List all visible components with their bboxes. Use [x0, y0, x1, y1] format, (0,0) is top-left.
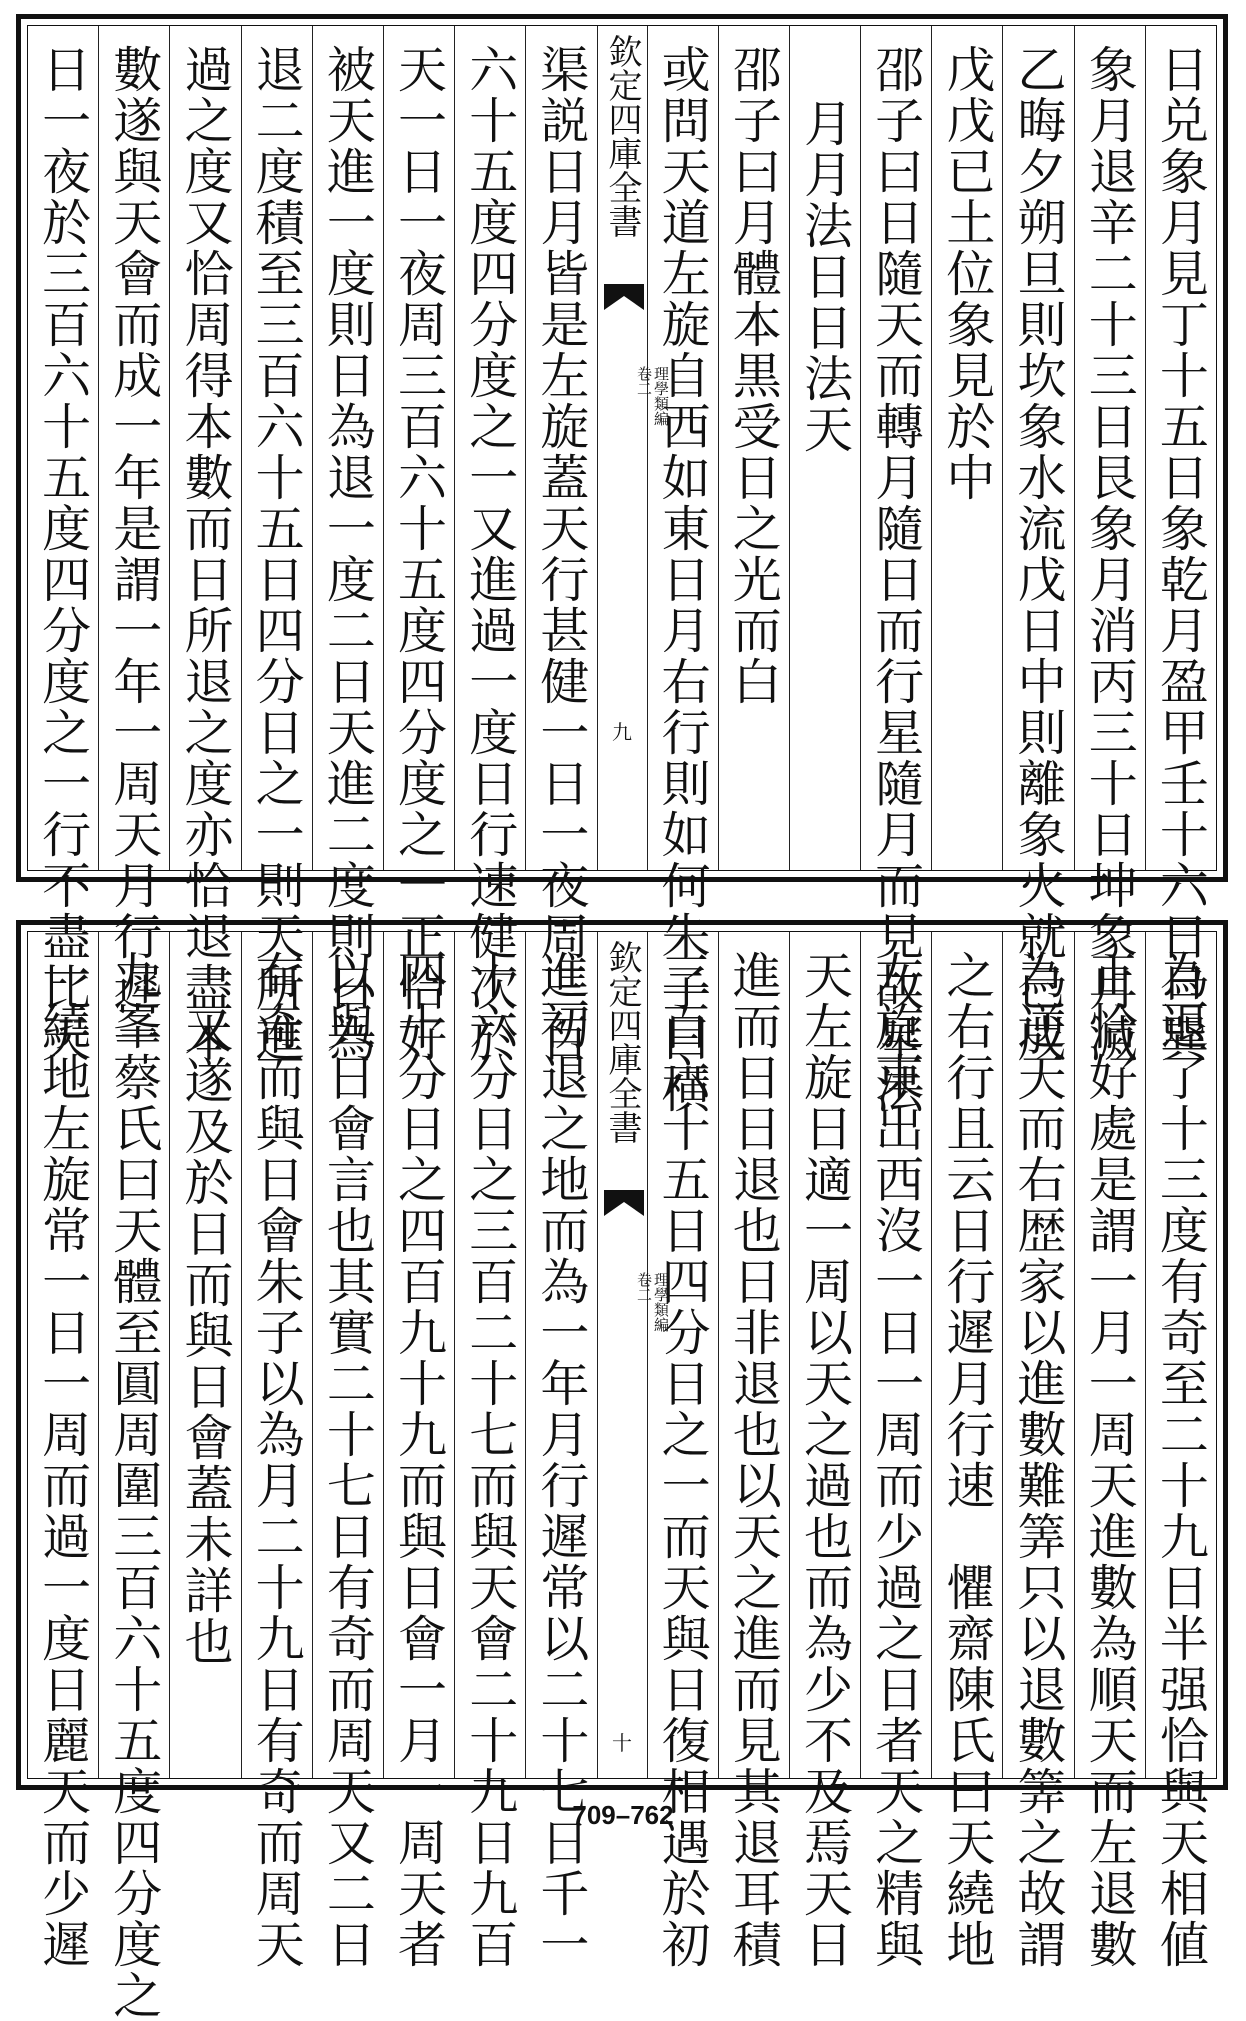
column-text: 邵子曰月體本黒受日之光而白 [725, 44, 783, 707]
column-text: 過之度又恰周得本數而日所退之度亦恰退盡本 [176, 44, 234, 1064]
column-text: 進初退之地而為一年月行遲常以二十七日千一 [532, 950, 590, 1970]
column-text: 邵子曰日隨天而轉月隨日而行星隨月而見故星法 [867, 44, 925, 1115]
column-text: 為逆天而右歴家以進數難筭只以退數筭之故謂 [1010, 950, 1068, 1970]
column-text: 又遂及於日而與日會蓋未詳也 [176, 1004, 234, 1667]
text-column [312, 932, 383, 1970]
text-column [169, 932, 240, 1778]
text-column [718, 932, 789, 1970]
column-text: 日一夜於三百六十五度四分度之一行不盡比天 [34, 44, 92, 1064]
folio-number: 九 [612, 720, 632, 744]
text-column [1074, 26, 1145, 1064]
column-text: 左旋東出西沒一日一周而少過之日者天之精與 [867, 950, 925, 1970]
text-column [525, 26, 596, 1064]
column-text: 以與日會言也其實二十七日有奇而周天又二日 [319, 950, 377, 1970]
text-column [647, 932, 718, 1970]
fishtail-mark-icon [604, 284, 644, 314]
column-text: 天左旋日適一周以天之過也而為少不及焉天日 [796, 950, 854, 1970]
text-column [169, 26, 240, 1064]
page-code: 709–762 [572, 1800, 674, 1830]
book-series-title: 欽定四庫全書 [602, 940, 642, 1144]
text-column [525, 932, 596, 1970]
text-column [789, 26, 860, 870]
column-text: 為退了十三度有奇至二十九日半强恰與天相値 [1152, 950, 1210, 1970]
text-column [931, 26, 1002, 870]
text-column [241, 932, 312, 1970]
juan-number: 卷二 [635, 1272, 653, 1302]
top-page-inner-border [27, 25, 1217, 1115]
juan-number: 卷二 [635, 366, 653, 396]
text-column [383, 932, 454, 1970]
fishtail-mark-icon [604, 1190, 644, 1220]
text-column [28, 932, 98, 1970]
top-page-columns [28, 26, 1216, 1115]
text-column [1002, 26, 1073, 1064]
column-text: 被天進一度則日為退一度二日天進二度則日為 [319, 44, 377, 1064]
folio-number: 十 [612, 1731, 632, 1755]
column-text: 數遂與天會而成一年是謂一年一周天月行遲一 [105, 44, 163, 1064]
column-text: 日兑象月見丁十五日象乾月盈甲壬十六日旦巽 [1152, 44, 1210, 1064]
text-column [383, 26, 454, 1064]
column-text: 月月法日日法天 [796, 98, 854, 455]
top-page-frame [16, 14, 1228, 1115]
center-margin-strip [597, 932, 670, 1778]
column-text: 渠説日月皆是左旋蓋天行甚健一日一夜周三百 [532, 44, 590, 1064]
book-name: 理學類編 [652, 366, 670, 426]
book-name: 理學類編 [652, 1272, 670, 1332]
text-column [28, 26, 98, 1064]
column-text: 四十分日之四百九十九而與日會一月一周天者 [390, 950, 448, 1970]
text-column [1002, 932, 1073, 1970]
text-column [647, 26, 718, 1115]
book-series-title: 欽定四庫全書 [602, 34, 642, 238]
text-column [860, 26, 931, 1115]
column-text: 進而日日退也日非退也以天之進而見其退耳積 [725, 950, 783, 1970]
column-text: 天一日一夜周三百六十五度四分度之一正恰好 [390, 44, 448, 1064]
text-column [98, 932, 169, 2021]
text-column [241, 26, 312, 1064]
text-column [454, 26, 525, 1064]
text-column [1145, 26, 1216, 1064]
column-text: 六十五度四分度之一又進過一度日行速健次於 [461, 44, 519, 1064]
text-column [98, 26, 169, 1064]
column-text: 三百六十五日四分日之一而天與日復相遇於初 [654, 950, 712, 1970]
text-column [454, 932, 525, 1970]
text-column [860, 932, 931, 1970]
text-column [789, 932, 860, 1970]
text-column [1074, 932, 1145, 1970]
text-column [312, 26, 383, 1064]
column-text: 十六分日之三百二十七而與天會二十九日九百 [461, 950, 519, 1970]
center-margin-strip [597, 26, 670, 870]
column-text: 一繞地左旋常一日一周而過一度日麗天而少遲 [34, 950, 92, 1970]
column-text: 之右行且云日行遲月行速 懼齋陳氏曰天繞地 [938, 950, 996, 1970]
column-text: 或問天道左旋自西如東日月右行則如何朱子曰横 [654, 44, 712, 1115]
column-text: 正恰好處是謂一月一周天進數為順天而左退數 [1081, 950, 1139, 1970]
column-text: 九峯蔡氏曰天體至圓周圍三百六十五度四分度之 [105, 950, 163, 2021]
column-text: 有奇而與日會朱子以為月二十九日有奇而周天 [248, 950, 306, 1970]
column-text: 乙晦夕朔旦則坎象水流戊日中則離象火就已成 [1010, 44, 1068, 1064]
column-text: 象月退辛二十三日艮象月消丙三十日坤象月滅 [1081, 44, 1139, 1064]
column-text: 戊戊已土位象見於中 [938, 44, 996, 503]
text-column [1145, 932, 1216, 1970]
text-column [931, 932, 1002, 1970]
column-text: 退二度積至三百六十五日四分日之一則天所進 [248, 44, 306, 1064]
text-column [718, 26, 789, 870]
